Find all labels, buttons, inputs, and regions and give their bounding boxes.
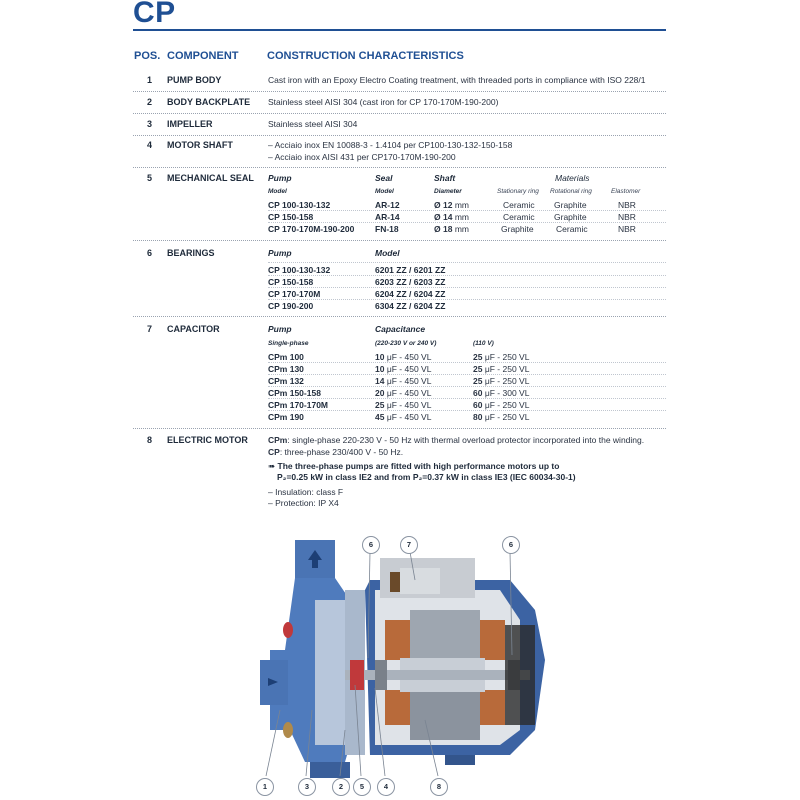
diameter-value: 12: [443, 200, 453, 210]
diameter-unit: mm: [454, 212, 470, 222]
seal-rotational: Graphite: [554, 212, 587, 222]
row-number: 2: [147, 97, 153, 107]
arrow-icon: ➠: [268, 461, 276, 471]
capacitor-subheader-single: Single-phase: [268, 340, 309, 347]
row-component: BEARINGS: [167, 248, 215, 258]
seal-subheader-model: Model: [268, 188, 287, 195]
capacitance-unit: μF - 450 VL: [386, 400, 432, 410]
title-rule: [133, 29, 666, 31]
seal-stationary: Graphite: [501, 224, 534, 234]
row-text: Stainless steel AISI 304: [268, 119, 358, 129]
seal-subheader-elastomer: Elastomer: [611, 188, 641, 195]
diameter-unit: mm: [454, 224, 470, 234]
callout-6: 6: [362, 536, 380, 554]
cooling-fan: [505, 625, 535, 725]
capacitance-unit: μF - 250 VL: [484, 412, 530, 422]
callout-1: 1: [256, 778, 274, 796]
capacitance-unit: μF - 450 VL: [386, 412, 432, 422]
capacitor-subheader-v1: (220-230 V or 240 V): [375, 340, 437, 347]
row-number: 6: [147, 248, 153, 258]
bearing-model: 6203 ZZ / 6203 ZZ: [375, 277, 446, 287]
callout-6: 6: [502, 536, 520, 554]
seal-header-pump: Pump: [268, 173, 292, 183]
impeller: [315, 600, 345, 745]
diameter-unit: mm: [454, 200, 470, 210]
capacitance-value: 25: [375, 400, 385, 410]
sub-divider: [268, 410, 666, 411]
drain-plug: [283, 722, 293, 738]
row-number: 1: [147, 75, 153, 85]
sub-divider: [268, 386, 666, 387]
capacitor-pump: CPm 130: [268, 364, 304, 374]
row-divider: [133, 240, 666, 241]
row-text-line: – Acciaio inox EN 10088-3 - 1.4104 per CP100-130-132-150-158: [268, 140, 513, 150]
seal-rotational: Ceramic: [556, 224, 588, 234]
seal-model: AR-14: [375, 212, 400, 222]
seal-model: FN-18: [375, 224, 399, 234]
callout-4: 4: [377, 778, 395, 796]
capacitance-unit: μF - 250 VL: [484, 352, 530, 362]
seal-header-seal: Seal: [375, 173, 393, 183]
row-text-line: – Acciaio inox AISI 431 per CP170-170M-190-200: [268, 152, 456, 162]
sub-divider: [268, 362, 666, 363]
diameter-value: 18: [443, 224, 453, 234]
sub-divider: [268, 210, 666, 211]
seal-pump: CP 150-158: [268, 212, 314, 222]
row-divider: [133, 91, 666, 92]
row-component: IMPELLER: [167, 119, 213, 129]
capacitance-unit: μF - 450 VL: [386, 364, 432, 374]
sub-divider: [268, 299, 666, 300]
capacitance-unit: μF - 450 VL: [386, 376, 432, 386]
seal-stationary: Ceramic: [503, 200, 535, 210]
seal-model: AR-12: [375, 200, 400, 210]
capacitance-value: 14: [375, 376, 385, 386]
row-component: MOTOR SHAFT: [167, 140, 233, 150]
row-divider: [133, 428, 666, 429]
seal-subheader-rotational: Rotational ring: [550, 188, 592, 195]
capacitance-value: 20: [375, 388, 385, 398]
diameter-symbol: Ø: [434, 212, 441, 222]
row-number: 7: [147, 324, 153, 334]
callout-2: 2: [332, 778, 350, 796]
seal-subheader-seal-model: Model: [375, 188, 394, 195]
bearing-model: 6201 ZZ / 6201 ZZ: [375, 265, 446, 275]
seal-header-materials: Materials: [555, 173, 590, 183]
motor-shaft: [345, 670, 530, 680]
capacitance-value: 80: [473, 412, 483, 422]
row-number: 5: [147, 173, 153, 183]
page-title: CP: [133, 0, 176, 29]
motor-insulation: – Insulation: class F: [268, 487, 344, 497]
sub-divider: [268, 262, 666, 263]
row-number: 4: [147, 140, 153, 150]
sub-divider: [268, 275, 666, 276]
seal-subheader-stationary: Stationary ring: [497, 188, 539, 195]
capacitance-value: 25: [473, 376, 483, 386]
header-component: COMPONENT: [167, 50, 239, 62]
capacitance-unit: μF - 450 VL: [386, 352, 432, 362]
capacitance-unit: μF - 250 VL: [484, 376, 530, 386]
stator: [410, 610, 480, 660]
capacitor-pump: CPm 132: [268, 376, 304, 386]
bearings-header-pump: Pump: [268, 248, 292, 258]
motor-note-line1: The three-phase pumps are fitted with high performance motors up to: [277, 461, 560, 471]
capacitance-value: 25: [473, 364, 483, 374]
plug: [283, 622, 293, 638]
sub-divider: [268, 222, 666, 223]
pump-cutaway-illustration: [250, 530, 550, 800]
diameter-value: 14: [443, 212, 453, 222]
capacitor-header-capacitance: Capacitance: [375, 324, 426, 334]
row-component: CAPACITOR: [167, 324, 220, 334]
callout-8: 8: [430, 778, 448, 796]
row-divider: [133, 135, 666, 136]
motor-cp-text: : three-phase 230/400 V - 50 Hz.: [279, 447, 404, 457]
sub-divider: [268, 398, 666, 399]
motor-cpm-label: CPm: [268, 435, 288, 445]
capacitor-header-pump: Pump: [268, 324, 292, 334]
capacitor-pump: CPm 100: [268, 352, 304, 362]
capacitance-value: 45: [375, 412, 385, 422]
seal-elastomer: NBR: [618, 224, 636, 234]
capacitor-pump: CPm 150-158: [268, 388, 321, 398]
seal-elastomer: NBR: [618, 200, 636, 210]
seal-pump: CP 170-170M-190-200: [268, 224, 355, 234]
callout-7: 7: [400, 536, 418, 554]
row-component: MECHANICAL SEAL: [167, 173, 254, 183]
capacitance-unit: μF - 250 VL: [484, 364, 530, 374]
mechanical-seal: [350, 660, 364, 690]
diameter-symbol: Ø: [434, 224, 441, 234]
row-component: ELECTRIC MOTOR: [167, 435, 248, 445]
sub-divider: [268, 287, 666, 288]
seal-rotational: Graphite: [554, 200, 587, 210]
motor-protection: – Protection: IP X4: [268, 498, 339, 508]
capacitance-value: 10: [375, 364, 385, 374]
seal-header-shaft: Shaft: [434, 173, 456, 183]
seal-subheader-diameter: Diameter: [434, 188, 462, 195]
seal-elastomer: NBR: [618, 212, 636, 222]
seal-pump: CP 100-130-132: [268, 200, 331, 210]
capacitance-value: 60: [473, 388, 483, 398]
row-divider: [133, 113, 666, 114]
motor-note-line2: P₂=0.25 kW in class IE2 and from P₂=0.37 kW in class IE3 (IEC 60034-30-1): [277, 472, 576, 482]
capacitor: [400, 568, 440, 594]
capacitance-value: 60: [473, 400, 483, 410]
pump-foot: [310, 762, 350, 778]
sub-divider: [268, 374, 666, 375]
bearings-header-model: Model: [375, 248, 400, 258]
seal-stationary: Ceramic: [503, 212, 535, 222]
terminal-block: [390, 572, 400, 592]
header-pos: POS.: [134, 50, 161, 62]
bearing-pump: CP 190-200: [268, 301, 314, 311]
motor-cp-label: CP: [268, 447, 280, 457]
capacitance-unit: μF - 300 VL: [484, 388, 530, 398]
capacitor-subheader-v2: (110 V): [473, 340, 494, 347]
row-component: PUMP BODY: [167, 75, 222, 85]
capacitance-value: 25: [473, 352, 483, 362]
row-text: Stainless steel AISI 304 (cast iron for CP 170-170M-190-200): [268, 97, 499, 107]
callout-3: 3: [298, 778, 316, 796]
capacitance-unit: μF - 450 VL: [386, 388, 432, 398]
motor-cpm-text: : single-phase 220-230 V - 50 Hz with thermal overload protector incorporated into the winding.: [287, 435, 645, 445]
row-divider: [133, 316, 666, 317]
bearing-pump: CP 100-130-132: [268, 265, 331, 275]
stator: [410, 690, 480, 740]
diameter-symbol: Ø: [434, 200, 441, 210]
row-number: 3: [147, 119, 153, 129]
bearing-model: 6204 ZZ / 6204 ZZ: [375, 289, 446, 299]
row-component: BODY BACKPLATE: [167, 97, 251, 107]
capacitance-value: 10: [375, 352, 385, 362]
row-number: 8: [147, 435, 153, 445]
row-divider: [133, 167, 666, 168]
capacitance-unit: μF - 250 VL: [484, 400, 530, 410]
callout-5: 5: [353, 778, 371, 796]
capacitor-pump: CPm 190: [268, 412, 304, 422]
row-text: Cast iron with an Epoxy Electro Coating treatment, with threaded ports in compliance with ISO 228/1: [268, 75, 646, 85]
bearing: [375, 660, 387, 690]
header-characteristics: CONSTRUCTION CHARACTERISTICS: [267, 50, 464, 62]
bearing-pump: CP 170-170M: [268, 289, 321, 299]
bearing-model: 6304 ZZ / 6204 ZZ: [375, 301, 446, 311]
capacitor-pump: CPm 170-170M: [268, 400, 329, 410]
bearing-pump: CP 150-158: [268, 277, 314, 287]
